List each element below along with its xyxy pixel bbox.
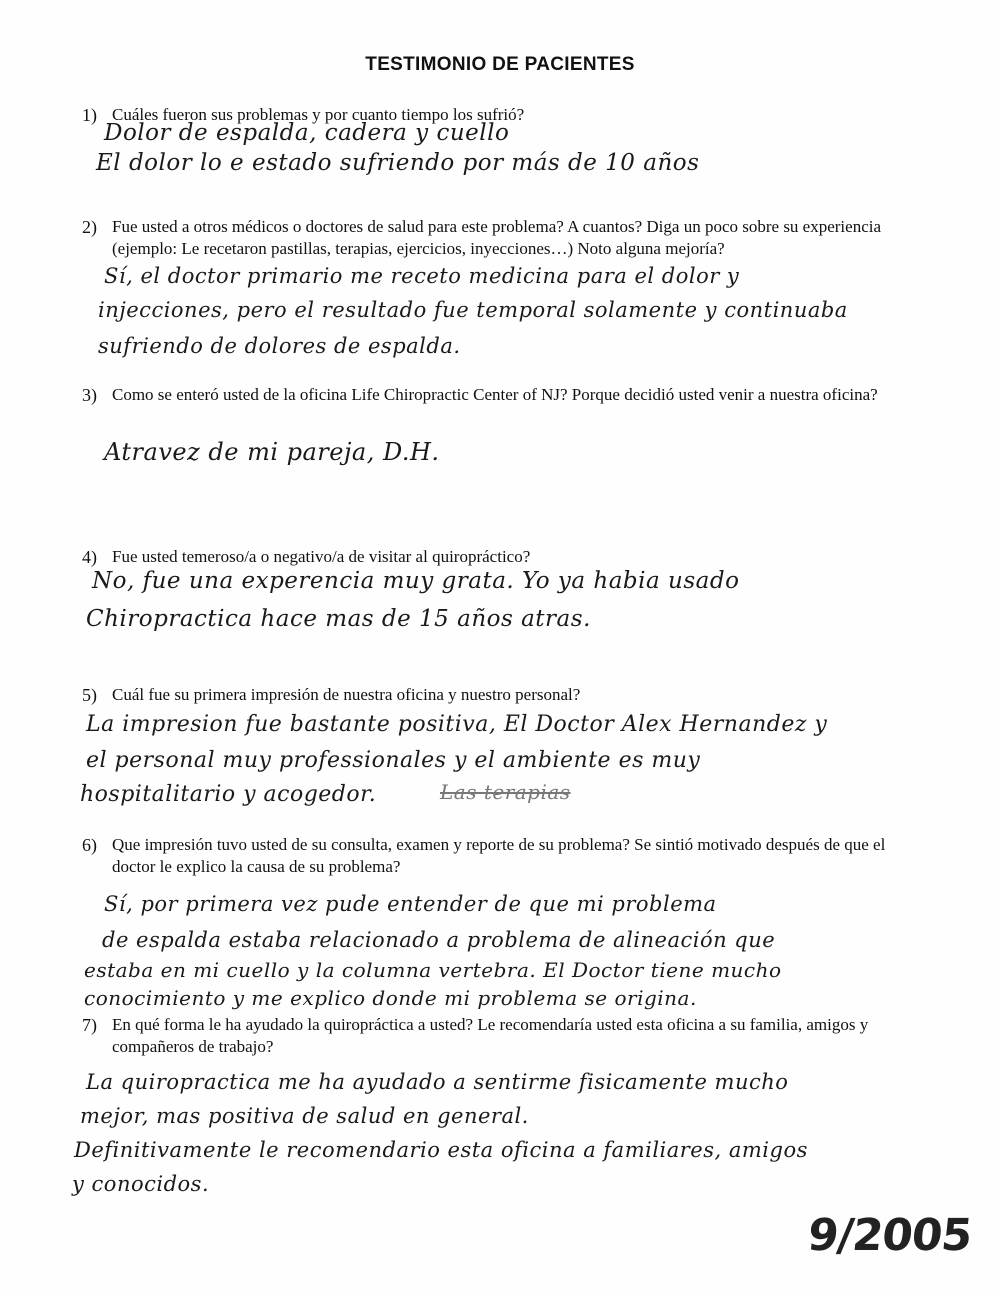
answer-line: y conocidos. xyxy=(72,1172,210,1196)
question-7 xyxy=(82,1014,942,1062)
question-4 xyxy=(82,546,942,570)
answer-line: La quiropractica me ha ayudado a sentirme fisicamente mucho xyxy=(86,1070,789,1094)
answer-line: Sí, por primera vez pude entender de que mi problema xyxy=(104,892,717,916)
question-2 xyxy=(82,216,942,264)
question-text: En qué forma le ha ayudado la quiropráctica a usted? Le recomendaría usted esta oficina a su familia, amigos y compañeros de trabajo? xyxy=(112,1015,869,1056)
question-number: 7) xyxy=(82,1015,97,1035)
question-number: 2) xyxy=(82,217,97,237)
answer-line: mejor, mas positiva de salud en general. xyxy=(80,1104,529,1128)
answer-line: Chiropractica hace mas de 15 años atras. xyxy=(86,606,591,632)
answer-line: de espalda estaba relacionado a problema de alineación que xyxy=(102,928,776,952)
question-number: 3) xyxy=(82,385,97,405)
answer-line: No, fue una experencia muy grata. Yo ya habia usado xyxy=(92,568,740,594)
question-3 xyxy=(82,384,942,432)
question-text: Que impresión tuvo usted de su consulta, examen y reporte de su problema? Se sintió motivado después de que el doctor le explico la causa de su problema? xyxy=(112,835,886,876)
answer-line: el personal muy professionales y el ambiente es muy xyxy=(86,748,701,773)
date-stamp: 9/2005 xyxy=(805,1210,974,1261)
answer-line: Sí, el doctor primario me receto medicina para el dolor y xyxy=(104,264,740,288)
question-number: 5) xyxy=(82,685,97,705)
form-title: TESTIMONIO DE PACIENTES xyxy=(365,54,635,75)
question-number: 1) xyxy=(82,105,97,125)
answer-line: Definitivamente le recomendario esta oficina a familiares, amigos xyxy=(74,1138,808,1162)
answer-line: Atravez de mi pareja, D.H. xyxy=(104,438,440,466)
answer-line: La impresion fue bastante positiva, El Doctor Alex Hernandez y xyxy=(86,712,828,737)
question-5 xyxy=(82,684,942,708)
answer-line: El dolor lo e estado sufriendo por más de 10 años xyxy=(96,150,700,176)
answer-line: estaba en mi cuello y la columna vertebra. El Doctor tiene mucho xyxy=(84,958,782,982)
question-text: Cuál fue su primera impresión de nuestra oficina y nuestro personal? xyxy=(112,685,581,704)
question-text: Cuáles fueron sus problemas y por cuanto tiempo los sufrió? xyxy=(112,105,525,124)
answer-line: conocimiento y me explico donde mi problema se origina. xyxy=(84,986,697,1010)
question-6 xyxy=(82,834,942,882)
crossed-out-text: Las terapias xyxy=(440,780,571,804)
answer-line: injecciones, pero el resultado fue temporal solamente y continuaba xyxy=(98,298,848,322)
question-text: Fue usted temeroso/a o negativo/a de visitar al quiropráctico? xyxy=(112,547,531,566)
question-text: Como se enteró usted de la oficina Life Chiropractic Center of NJ? Porque decidió usted venir a nuestra oficina? xyxy=(112,385,878,404)
question-number: 6) xyxy=(82,835,97,855)
question-text: Fue usted a otros médicos o doctores de salud para este problema? A cuantos? Diga un poco sobre su experiencia (ejemplo: Le recetaron pastillas, terapias, ejercicios, inyecciones…) Noto alguna mejoría? xyxy=(112,217,882,258)
answer-line: sufriendo de dolores de espalda. xyxy=(98,334,461,358)
answer-line: hospitalitario y acogedor. xyxy=(80,782,377,807)
answer-line: Dolor de espalda, cadera y cuello xyxy=(104,120,510,146)
question-number: 4) xyxy=(82,547,97,567)
